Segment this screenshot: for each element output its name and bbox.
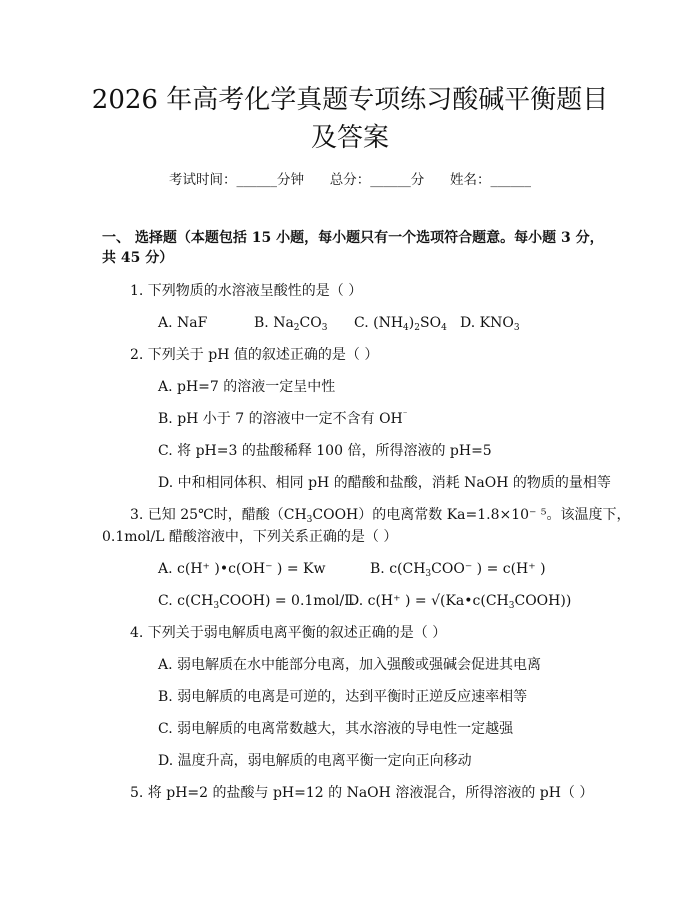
q2-option-b: B. pH 小于 7 的溶液中一定不含有 OH⁻ [158, 410, 408, 427]
q4-option-c: C. 弱电解质的电离常数越大，其水溶液的导电性一定越强 [158, 721, 514, 737]
question-3-options-row1 [158, 559, 546, 579]
section-heading-line2: 共 45 分） [102, 250, 174, 266]
q4-option-a: A. 弱电解质在水中能部分电离，加入强酸或强碱会促进其电离 [158, 657, 542, 673]
q2-option-a: A. pH=7 的溶液一定呈中性 [158, 379, 336, 395]
q3-option-b: B. $c(CH_3COO^-$ ) = c(H⁺ ) [370, 561, 546, 579]
q2-option-d: D. 中和相同体积、相同 pH 的醋酸和盐酸，消耗 NaOH 的物质的量相等 [158, 475, 611, 491]
page-title-line2: 及答案 [310, 123, 389, 153]
question-1-stem: 1. 下列物质的水溶液呈酸性的是（ ） [130, 283, 363, 299]
q1-option-d: D. $KNO_3$ [460, 315, 520, 333]
question-5-stem: 5. 将 pH=2 的盐酸与 pH=12 的 NaOH 溶液混合，所得溶液的 pH（ ） [130, 785, 594, 801]
question-3-stem-line1: 3. 已知 25℃时，醋酸$(CH_3COOH)$的电离常数 Ka=1.8×10⁻ ⁵。该温度下， [130, 507, 631, 525]
question-1-options [158, 313, 520, 333]
student-name-field: 姓名：______ [450, 172, 531, 188]
total-score-field: 总分：______分 [329, 172, 425, 188]
section-heading-line1: 一、 选择题（本题包括 15 小题，每小题只有一个选项符合题意。每小题 3 分， [102, 230, 604, 246]
q3-option-d: D. c(H⁺ ) = $√(Ka•c(CH_3COOH))$ [348, 593, 572, 611]
q1-option-c: C. $(NH_4)_2SO_4$ [354, 315, 447, 333]
question-3-stem-line2: 0.1mol/L 醋酸溶液中，下列关系正确的是（ ） [102, 529, 398, 545]
question-2-stem: 2. 下列关于 pH 值的叙述正确的是（ ） [130, 347, 379, 363]
page-title-line1: 2026 年高考化学真题专项练习酸碱平衡题目 [91, 85, 609, 115]
question-3-options-row2 [158, 591, 571, 611]
q4-option-b: B. 弱电解质的电离是可逆的，达到平衡时正逆反应速率相等 [158, 689, 528, 705]
exam-time-field: 考试时间：______分钟 [169, 172, 304, 188]
question-4-stem: 4. 下列关于弱电解质电离平衡的叙述正确的是（ ） [130, 625, 447, 641]
q2-option-c: C. 将 pH=3 的盐酸稀释 100 倍，所得溶液的 pH=5 [158, 443, 492, 459]
q4-option-d: D. 温度升高，弱电解质的电离平衡一定向正向移动 [158, 753, 472, 769]
q1-option-a: A. NaF [158, 315, 208, 331]
exam-meta [0, 168, 700, 188]
q3-option-a: A. c(H⁺ )•c(OH⁻ ) = Kw [158, 561, 326, 577]
q1-option-b: B. $Na_2CO_3$ [254, 315, 328, 333]
q3-option-c: C. $c(CH_3COOH) = 0.1mol/L$ [158, 593, 354, 611]
